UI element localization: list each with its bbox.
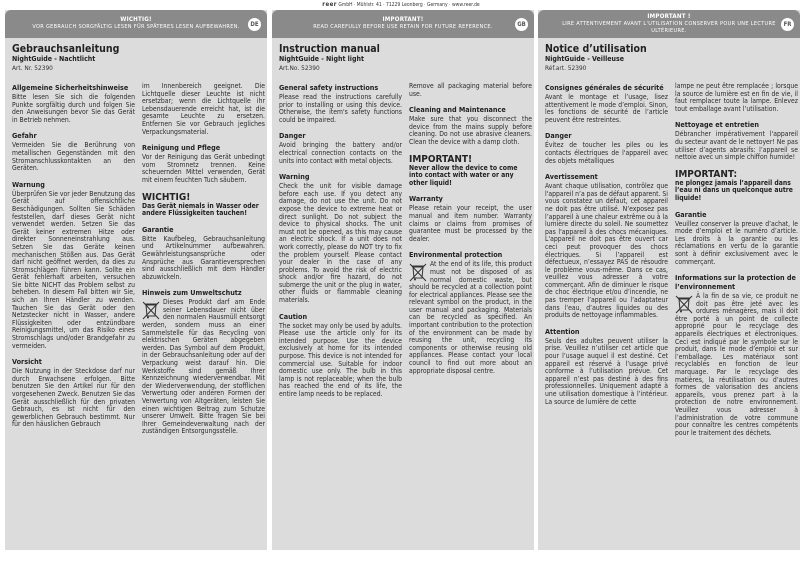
column-2 bbox=[142, 83, 265, 436]
language-badge: DE bbox=[248, 18, 261, 31]
section-heading: Nettoyage et entretien bbox=[675, 120, 759, 130]
section-text: At the end of its life, this product must not be disposed of as normal domestic waste, but should be recycled at a collection point for electrical appliances. Please see the relevant symbol on the product, in the user manual and packaging. Materials can be recycled as specified. An important contribution to the protection of the environment can be made by reusing the unit, recycling its components or otherwise reusing old appliances. Please contact your local council to find out more about an appropriate disposal centre. bbox=[409, 260, 532, 375]
header-title: IMPORTANT ! bbox=[647, 13, 691, 20]
company-address: GmbH · Mühlstr. 41 · 71229 Leonberg · Germany · www.reer.de bbox=[338, 2, 480, 8]
product-subtitle: NightGuide - Veilleuse bbox=[545, 55, 625, 63]
crossed-out-wheelie-bin-icon bbox=[675, 294, 693, 314]
section-heading: Consignes générales de sécurité bbox=[545, 83, 664, 92]
section-text: Veuillez conserver la preuve d’achat, le mode d’emploi et le numéro d’article. Les droits à la garantie ou les réclamations en vertu de la garantie sont à définir exclusivement avec le commerçant. bbox=[675, 219, 798, 266]
section-heading: Reinigung und Pflege bbox=[142, 143, 221, 153]
header-subtitle: VOR GEBRAUCH SORGFÄLTIG LESEN FÜR SPÄTERES LESEN AUFBEWAHREN. bbox=[32, 24, 240, 30]
product-subtitle: NightGuide - Nachtlicht bbox=[12, 55, 96, 63]
section-text: Die Nutzung in der Steckdose darf nur durch Erwachsene erfolgen. Bitte benutzen Sie den Artikel nur für den vorgesehenen Zweck. Benutzen Sie das Gerät ausschließlich für den privaten Gebrauch, es ist nicht für den gewerblichen Gebrauch bestimmt. Nur für den häuslichen Gebrauch bbox=[12, 367, 135, 429]
section-heading: Hinweis zum Umweltschutz bbox=[142, 288, 242, 298]
article-number: Réf.art. 52390 bbox=[545, 64, 587, 72]
section-heading: Avertissement bbox=[545, 172, 598, 182]
panel-fr bbox=[538, 10, 800, 550]
section-heading: General safety instructions bbox=[279, 83, 379, 92]
column-1 bbox=[12, 83, 135, 429]
important-heading: IMPORTANT! bbox=[409, 153, 473, 165]
section-heading: Caution bbox=[279, 311, 308, 321]
manual-title: Instruction manual bbox=[279, 43, 380, 55]
column-1 bbox=[545, 83, 668, 406]
section-text: Avoid bringing the battery and/or electrical connection contacts on the units into contact with metal objects. bbox=[279, 141, 402, 165]
section-text: Vor der Reinigung das Gerät unbedingt vom Stromnetz trennen. Keine scheuernden Mittel verwenden, Gerät mit einem feuchten Tuch säubern. bbox=[142, 153, 265, 184]
manual-title: Gebrauchsanleitung bbox=[12, 43, 120, 55]
header-title: IMPORTANT! bbox=[382, 16, 424, 23]
section-text: Dieses Produkt darf am Ende seiner Lebensdauer nicht über den normalen Hausmüll entsorgt werden, sondern muss an einer Sammelstelle für das Recycling von elektrischen Geräten abgegeben werden. Das Symbol auf dem Produkt, in der Gebrauchsanleitung oder auf der Verpackung weist darauf hin. Die Werkstoffe sind gemäß Ihrer Kennzeichnung wiederverwendbar. Mit der Wiederverwendung, der stofflichen Verwertung oder anderen Formen der Verwertung von Altgeräten, leisten Sie einen wichtigen Beitrag zum Schutze unserer Umwelt. Bitte fragen Sie bei Ihrer Gemeindeverwaltung nach der zuständigen Entsorgungsstelle. bbox=[142, 298, 265, 436]
section-text: im Innenbereich geeignet. Die Lichtquelle dieser Leuchte ist nicht ersetzbar; wenn die Lichtquelle ihr Lebensdauerende erreicht hat, ist die gesamte Leuchte zu ersetzen. Entfernen Sie vor Gebrauch jegliches Verpackungsmaterial. bbox=[142, 82, 265, 136]
section-text: Please read the instructions carefully prior to installing or using this device. Otherwise, the item's safety functions could be impaired. bbox=[279, 93, 402, 124]
section-text: lampe ne peut être remplacée ; lorsque la source de lumière est en fin de vie, il faut remplacer toute la lampe. Enlevez tout emballage avant l’utilisation. bbox=[675, 82, 798, 113]
manual-title: Notice d’utilisation bbox=[545, 43, 647, 55]
section-text: Vermeiden Sie die Berührung von metallischen Gegenständen mit den Stromanschlusskontakten an den Geräten. bbox=[12, 141, 135, 173]
panel-gb bbox=[272, 10, 534, 550]
header-subtitle: READ CAREFULLY BEFORE USE RETAIN FOR FUTURE REFERENCE. bbox=[313, 24, 493, 30]
section-heading: Vorsicht bbox=[12, 357, 42, 367]
column-2 bbox=[675, 83, 798, 437]
section-heading: Warranty bbox=[409, 194, 443, 204]
section-text: Évitez de toucher les piles ou les contacts électriques de l'appareil avec des objets métalliques bbox=[545, 141, 668, 165]
section-heading: Gefahr bbox=[12, 131, 37, 141]
section-text: Avant le montage et l’usage, lisez attentivement le mode d’emploi. Sinon, les fonctions de sécurité de l’article peuvent être restreintes. bbox=[545, 93, 668, 124]
section-heading: Attention bbox=[545, 326, 580, 336]
section-heading: Garantie bbox=[142, 224, 174, 234]
crossed-out-wheelie-bin-icon bbox=[142, 300, 160, 320]
article-number: Art. Nr. 52390 bbox=[12, 64, 53, 72]
important-heading: WICHTIG! bbox=[142, 191, 191, 203]
company-address-line bbox=[0, 1, 802, 8]
language-badge: GB bbox=[515, 18, 528, 31]
panel-de bbox=[5, 10, 267, 550]
important-text: Never allow the device to come into contact with water or any other liquid! bbox=[409, 163, 518, 187]
section-text: Make sure that you disconnect the device from the mains supply before cleaning. Do not use abrasive cleaners. Clean the device with a damp cloth. bbox=[409, 115, 532, 146]
section-text: Überprüfen Sie vor jeder Benutzung das Gerät auf offensichtliche Beschädigungen. Sollten Sie Schäden feststellen, darf dieses Gerät nicht verwendet werden. Setzen Sie das Gerät keiner extremen Hitze oder direkter Sonneneinstrahlung aus. Setzen Sie das Geräte keinen mechanischen Stößen aus. Das Gerät darf nicht geöffnet werden, da dies zu Stromschlägen führen kann. Sollte ein Gerät fehlerhaft arbeiten, versuchen Sie bitte NICHT das Problem selbst zu beheben. In diesem Fall bitten wir Sie, sich an Ihren Händler zu wenden. Tauchen Sie das Gerät oder den Netzstecker nicht in Wasser, andere Flüssigkeiten oder entzündbare Reinigungsmittel, um das Risiko eines Stromschlags und/oder Brandgefahr zu vermeiden. bbox=[12, 189, 136, 350]
header-subtitle: LIRE ATTENTIVEMENT AVANT L'UTILISATION CONSERVER POUR UNE LECTURE ULTÉRIEURE. bbox=[562, 21, 776, 34]
section-text: The socket may only be used by adults. Please use the article only for its intended purpose. Use the device exclusively at home for its intended purpose. This device is not intended for commercial use. Suitable for indoor domestic use only. The bulb in this lamp is not replaceable; when the bulb has reached the end of its life, the entire lamp needs to be replaced. bbox=[279, 321, 402, 398]
article-number: Art.No. 52390 bbox=[279, 64, 320, 72]
section-text: Please retain your receipt, the user manual and item number. Warranty claims or claims from promises of guarantee must be processed by the dealer. bbox=[409, 204, 532, 243]
panel-header bbox=[5, 10, 267, 38]
section-heading: Warning bbox=[279, 172, 310, 182]
crossed-out-wheelie-bin-icon bbox=[409, 262, 427, 282]
panel-header bbox=[272, 10, 534, 38]
section-text: Check the unit for visible damage before each use. If you detect any damage, do not use the unit. Do not expose the device to extreme heat or direct sunlight. Do not subject the device to physical shocks. The unit must not be opened, as this may cause an electric shock. If a unit does not work correctly, please do NOT try to fix the problem yourself. Please contact your dealer in the case of any problems. To avoid the risk of electric shock and/or fire hazard, do not submerge the unit or the plug in water, other fluids or flammable cleaning materials. bbox=[279, 182, 402, 305]
important-text: Das Gerät niemals in Wasser oder andere Flüssigkeiten tauchen! bbox=[142, 201, 259, 218]
section-heading: Allgemeine Sicherheitshinweise bbox=[12, 83, 129, 92]
section-heading: Danger bbox=[279, 131, 306, 141]
section-text: Avant chaque utilisation, contrôlez que l'appareil n’a pas de défaut apparent. Si vous constatez un défaut, cet appareil ne doit pas être utilisé. N’exposez pas l’appareil à une chaleur extrême ou à la lumière directe du soleil. Ne soumettez pas l'appareil à des chocs mécaniques. L'appareil ne doit pas être ouvert car ceci peut provoquer des chocs électriques. Si l’appareil est défectueux, n’essayez PAS de résoudre le problème vous-même. Dans ce cas, veuillez vous adresser à votre commerçant. Afin de diminuer le risque de choc électrique et/ou d’incendie, ne pas tremper l’appareil ou l’adaptateur dans l’eau, d’autres liquides ou des produits de nettoyage inflammables. bbox=[545, 182, 668, 320]
important-heading: IMPORTANT: bbox=[675, 168, 738, 180]
brand-logo: reer bbox=[322, 1, 337, 8]
section-heading: Garantie bbox=[675, 209, 707, 219]
important-text: ne plongez jamais l’appareil dans l’eau ni dans un quelconque autre liquide! bbox=[675, 178, 793, 202]
panel-header bbox=[538, 10, 800, 38]
section-heading: Danger bbox=[545, 131, 572, 141]
section-text: Bitte Kaufbeleg, Gebrauchsanleitung und Artikelnummer aufbewahren. Gewährleistungsansprüche oder Ansprüche aus Garantieversprechen sind ausschließlich mit dem Händler abzuwickeln. bbox=[142, 234, 265, 281]
header-title: WICHTIG! bbox=[120, 16, 152, 23]
section-text: Seuls des adultes peuvent utiliser la prise. Veuillez n’utiliser cet article que pour l’usage auquel il est destiné. Cet appareil est réservé à l’usage privé conforme à l’utilisation prévue. Cet appareil n’est pas destiné à des fins professionnelles. Uniquement adapté à une utilisation domestique à l’intérieur. La source de lumière de cette bbox=[545, 336, 668, 406]
section-text: À la fin de sa vie, ce produit ne doit pas être jeté avec les ordures ménagères, mais il doit être porté à un point de collecte approprié pour le recyclage des appareils électriques et électroniques. Ceci est indiqué par le symbole sur le produit, dans le mode d’emploi et sur l’emballage. Les matériaux sont recyclables en fonction de leur marquage. Par le recyclage des matières, la réutilisation ou d’autres formes de valorisation des anciens appareils, vous prenez part à la protection de notre environnement. Veuillez vous adresser à l’administration de votre commune pour connaître les centres compétents pour le traitement des déchets. bbox=[675, 292, 798, 437]
section-heading: Informations sur la protection de l’environnement bbox=[675, 273, 796, 292]
section-heading: Environmental protection bbox=[409, 250, 503, 260]
product-subtitle: NightGuide - Night light bbox=[279, 55, 364, 63]
section-heading: Warnung bbox=[12, 179, 45, 189]
section-heading: Cleaning and Maintenance bbox=[409, 105, 506, 115]
section-text: Bitte lesen Sie sich die folgenden Punkte sorgfältig durch und folgen Sie den Anweisungen bevor Sie das Gerät in Betrieb nehmen. bbox=[12, 93, 135, 124]
column-1 bbox=[279, 83, 402, 399]
section-text: Remove all packaging material before use. bbox=[409, 82, 532, 98]
language-badge: FR bbox=[781, 18, 794, 31]
column-2 bbox=[409, 83, 532, 375]
section-text: Débrancher impérativement l'appareil du secteur avant de le nettoyer! Ne pas utiliser d’agents abrasifs: l’appareil se nettoie avec un simple chiffon humide! bbox=[675, 130, 798, 162]
